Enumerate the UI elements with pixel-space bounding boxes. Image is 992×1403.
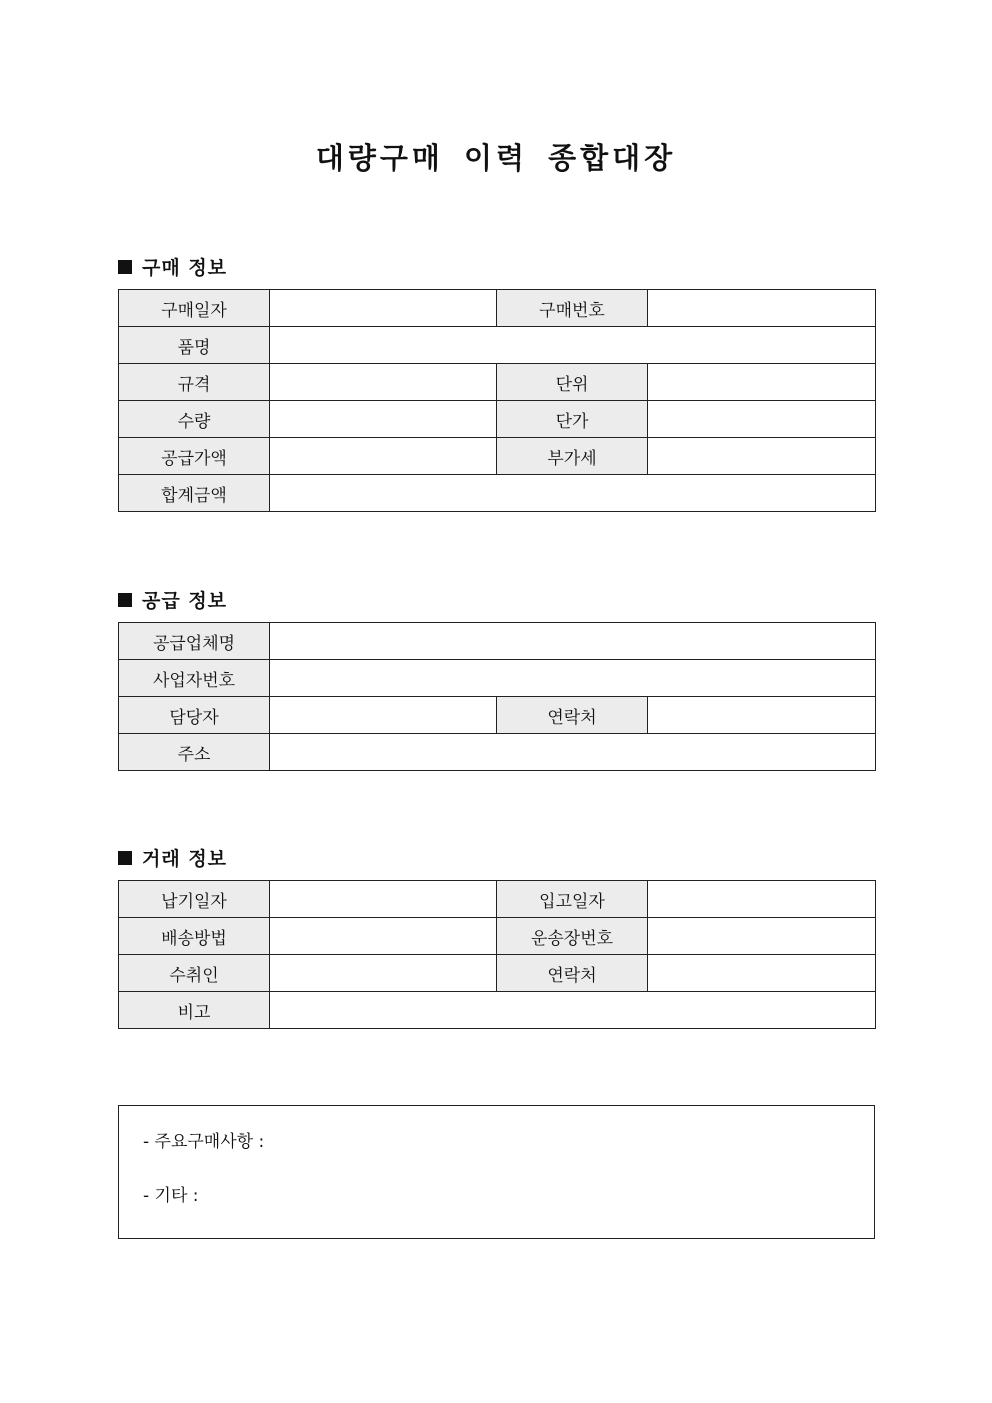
notes-box[interactable] <box>118 1105 875 1239</box>
shipping-method-label: 배송방법 <box>119 918 270 955</box>
shipping-method-field[interactable] <box>270 918 497 955</box>
recipient-contact-field[interactable] <box>648 955 876 992</box>
vat-field[interactable] <box>648 438 876 475</box>
table-row <box>119 955 876 992</box>
purchase-info-table <box>118 289 876 512</box>
delivery-due-label: 납기일자 <box>119 881 270 918</box>
receiving-date-field[interactable] <box>648 881 876 918</box>
table-row <box>119 327 876 364</box>
table-row <box>119 992 876 1029</box>
other-notes-line: - 기타 : <box>143 1186 199 1206</box>
address-label: 주소 <box>119 734 270 771</box>
item-name-field[interactable] <box>270 327 876 364</box>
recipient-label: 수취인 <box>119 955 270 992</box>
address-field[interactable] <box>270 734 876 771</box>
trade-heading-text: 거래 정보 <box>142 848 228 870</box>
unit-label: 단위 <box>497 364 648 401</box>
purchase-number-label: 구매번호 <box>497 290 648 327</box>
purchase-date-label: 구매일자 <box>119 290 270 327</box>
manager-field[interactable] <box>270 697 497 734</box>
purchase-section-heading <box>118 253 227 280</box>
supplier-name-field[interactable] <box>270 623 876 660</box>
manager-label: 담당자 <box>119 697 270 734</box>
business-number-field[interactable] <box>270 660 876 697</box>
spec-field[interactable] <box>270 364 497 401</box>
business-number-label: 사업자번호 <box>119 660 270 697</box>
table-row <box>119 918 876 955</box>
supply-info-table <box>118 622 876 771</box>
table-row <box>119 475 876 512</box>
quantity-field[interactable] <box>270 401 497 438</box>
table-row <box>119 697 876 734</box>
document-title: 대량구매 이력 종합대장 <box>315 141 677 175</box>
quantity-label: 수량 <box>119 401 270 438</box>
supply-amount-label: 공급가액 <box>119 438 270 475</box>
square-bullet-icon <box>118 851 132 865</box>
remarks-field[interactable] <box>270 992 876 1029</box>
item-name-label: 품명 <box>119 327 270 364</box>
supply-amount-field[interactable] <box>270 438 497 475</box>
remarks-label: 비고 <box>119 992 270 1029</box>
table-row <box>119 881 876 918</box>
total-amount-label: 합계금액 <box>119 475 270 512</box>
table-row <box>119 290 876 327</box>
tracking-number-label: 운송장번호 <box>497 918 648 955</box>
table-row <box>119 660 876 697</box>
table-row <box>119 623 876 660</box>
spec-label: 규격 <box>119 364 270 401</box>
unit-field[interactable] <box>648 364 876 401</box>
tracking-number-field[interactable] <box>648 918 876 955</box>
supply-heading-text: 공급 정보 <box>142 590 228 612</box>
unit-price-field[interactable] <box>648 401 876 438</box>
recipient-field[interactable] <box>270 955 497 992</box>
vat-label: 부가세 <box>497 438 648 475</box>
trade-info-table <box>118 880 876 1029</box>
recipient-contact-label: 연락처 <box>497 955 648 992</box>
supplier-contact-field[interactable] <box>648 697 876 734</box>
supply-section-heading <box>118 586 227 613</box>
purchase-number-field[interactable] <box>648 290 876 327</box>
square-bullet-icon <box>118 260 132 274</box>
table-row <box>119 734 876 771</box>
table-row <box>119 364 876 401</box>
unit-price-label: 단가 <box>497 401 648 438</box>
purchase-date-field[interactable] <box>270 290 497 327</box>
square-bullet-icon <box>118 593 132 607</box>
purchase-heading-text: 구매 정보 <box>142 257 228 279</box>
table-row <box>119 401 876 438</box>
table-row <box>119 438 876 475</box>
receiving-date-label: 입고일자 <box>497 881 648 918</box>
delivery-due-field[interactable] <box>270 881 497 918</box>
supplier-contact-label: 연락처 <box>497 697 648 734</box>
supplier-name-label: 공급업체명 <box>119 623 270 660</box>
key-purchase-notes-line: - 주요구매사항 : <box>143 1132 265 1152</box>
trade-section-heading <box>118 844 227 871</box>
total-amount-field[interactable] <box>270 475 876 512</box>
